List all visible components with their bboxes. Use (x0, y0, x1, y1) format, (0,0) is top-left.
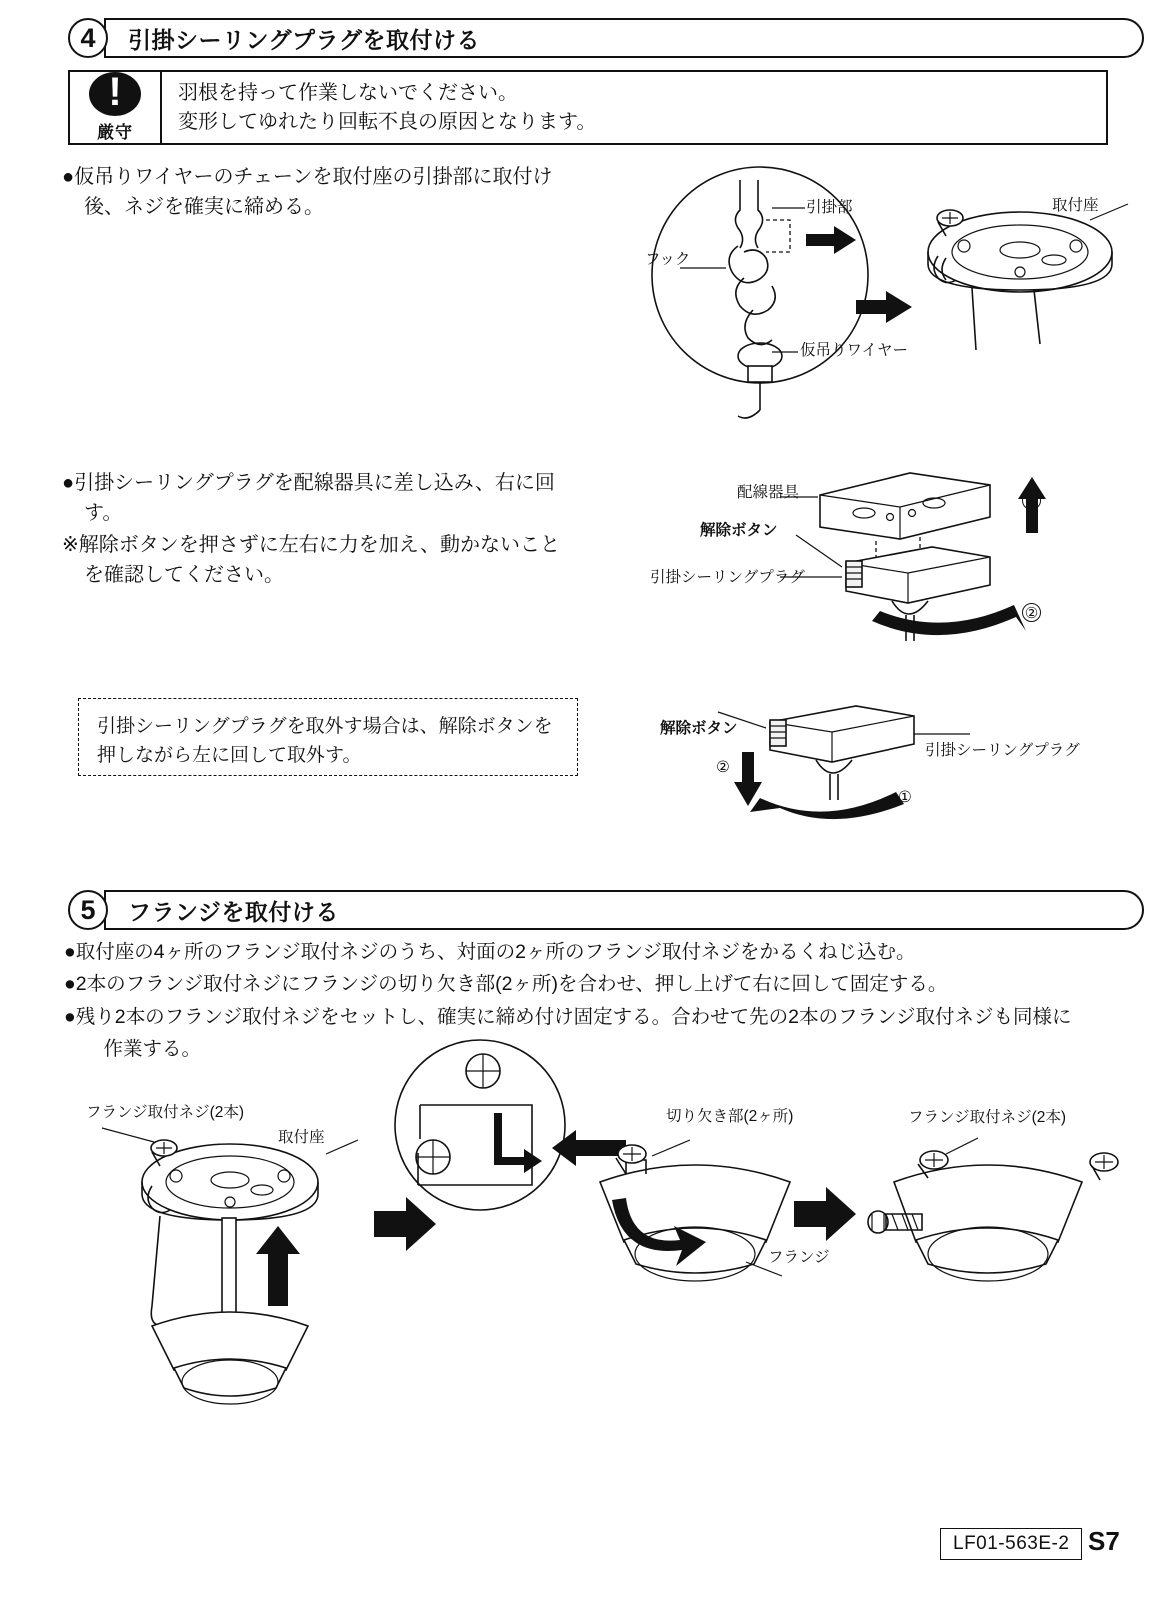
para-2-line-2: す。 (84, 502, 123, 524)
para-2-line-4: を確認してください。 (84, 564, 284, 586)
figure-plug-remove (700, 690, 1060, 840)
callout-2: ② (1022, 603, 1041, 622)
label-flange-screws-left: フランジ取付ネジ(2本) (86, 1104, 245, 1121)
callout-1-remove: ① (898, 789, 912, 806)
exclamation-icon: ! (89, 72, 141, 116)
bullet-icon: ● (62, 166, 75, 188)
label-mount-base-2: 取付座 (278, 1129, 325, 1146)
step-5-instruction-list (64, 938, 1124, 1067)
list-item: 作業する。 (84, 1037, 202, 1060)
label-notch: 切り欠き部(2ヶ所) (666, 1108, 794, 1125)
label-hook: フック (645, 251, 691, 268)
warning-icon-cell (70, 72, 162, 143)
para-1-line-1: 仮吊りワイヤーのチェーンを取付座の引掛部に取付け (74, 166, 553, 188)
label-wiring-device: 配線器具 (737, 484, 800, 501)
step-4-paragraph-1 (62, 162, 602, 222)
list-item: ●残り2本のフランジ取付ネジをセットし、確実に締め付け固定する。合わせて先の2本のフランジ取付ネジも同様に (64, 1005, 1072, 1028)
para-2-line-1: 引掛シーリングプラグを配線器具に差し込み、右に回 (74, 472, 555, 494)
label-ceiling-plug: 引掛シーリングプラグ (650, 569, 805, 586)
warning-line-1: 羽根を持って作業しないでください。 (178, 81, 518, 104)
label-flange: フランジ (768, 1249, 830, 1266)
label-mount-base: 取付座 (1052, 197, 1099, 214)
label-release-button: 解除ボタン (700, 522, 778, 539)
para-2-line-3: ※解除ボタンを押さずに左右に力を加え、動かないこと (62, 534, 560, 556)
warning-text (162, 72, 1106, 143)
figure-hook-assembly (620, 160, 1120, 410)
figure-flange-step1 (90, 1120, 380, 1410)
warning-line-2: 変形してゆれたり回転不良の原因となります。 (178, 110, 597, 133)
step-5-number: 5 (68, 890, 108, 930)
label-temp-wire: 仮吊りワイヤー (800, 342, 909, 359)
para-1-line-2: 後、ネジを確実に締める。 (84, 196, 324, 218)
step-5-title-bar (104, 890, 1144, 930)
step-4-number: 4 (68, 18, 108, 58)
warning-box (68, 70, 1108, 145)
figure-flange-step3 (860, 1120, 1130, 1290)
step-4-title: 引掛シーリングプラグを取付ける (128, 26, 481, 53)
list-item: ●取付座の4ヶ所のフランジ取付ネジのうち、対面の2ヶ所のフランジ取付ネジをかるくねじ込む。 (64, 941, 916, 963)
removal-note-box (78, 698, 578, 776)
callout-2-remove: ② (716, 759, 730, 776)
callout-1: ① (1022, 491, 1041, 510)
label-release-button-2: 解除ボタン (660, 720, 738, 737)
figure-flange-step2 (570, 1130, 820, 1300)
step-5-header (68, 890, 1144, 930)
bullet-icon-2: ● (62, 472, 75, 494)
page-number: S7 (1088, 1526, 1120, 1556)
figure-notch-detail (390, 1035, 570, 1215)
step-5-title: フランジを取付ける (128, 898, 339, 925)
step-4-paragraph-2 (62, 468, 602, 590)
warning-label: 厳守 (97, 123, 133, 142)
label-ceiling-plug-2: 引掛シーリングプラグ (925, 742, 1080, 759)
step-4-header (68, 18, 1144, 58)
step-4-title-bar (104, 18, 1144, 58)
arrow-right-icon-2 (790, 1185, 860, 1245)
note-line-2: 押しながら左に回して取外す。 (97, 744, 362, 766)
label-hook-part: 引掛部 (806, 199, 853, 216)
label-flange-screws-right: フランジ取付ネジ(2本) (908, 1109, 1067, 1126)
note-line-1: 引掛シーリングプラグを取外す場合は、解除ボタンを (97, 716, 553, 737)
document-code: LF01-563E-2 (940, 1528, 1082, 1560)
list-item: ●2本のフランジ取付ネジにフランジの切り欠き部(2ヶ所)を合わせ、押し上げて右に回して固定する。 (64, 973, 948, 996)
